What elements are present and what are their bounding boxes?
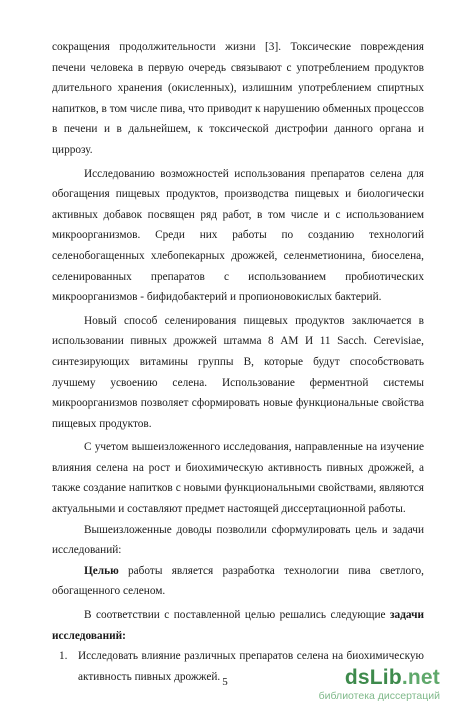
dslib-watermark (255, 666, 440, 702)
list-item-text: Исследовать влияние различных препаратов селена на биохимическую активность пивных дрожжей. (78, 650, 424, 683)
tasks-intro-text: В соответствии с поставленной целью решались следующие (84, 609, 391, 622)
paragraph-3: Новый способ селенирования пищевых продуктов заключается в использовании пивных дрожжей штамма 8 АМ И 11 Sacch. Cerevisiae, синтезирующих витамины группы В, которые будут способствовать лучшему усвоению селена. Использование ферментной системы микроорганизмов позволяет сформировать новые функциональные свойства пищевых продуктов. (52, 314, 424, 430)
goal-text: работы является разработка технологии пива светлого, обогащенного селеном. (52, 564, 424, 598)
paragraph-1: сокращения продолжительности жизни [3]. Токсические повреждения печени человека в первую очередь связывают с употреблением продуктов длительного хранения (окисленных), излишним употреблением спиртных напитков, в том числе пива, что приводит к нарушению обменных процессов в печени и в дальнейшем, к токсической дистрофии данного органа и циррозу. (52, 41, 424, 156)
paragraph-tasks-intro (52, 605, 424, 646)
page-number: 5 (222, 676, 228, 688)
body-text (52, 37, 424, 687)
watermark-subtitle: библиотека диссертаций (318, 690, 440, 702)
watermark-logo (345, 666, 440, 690)
paragraph-5: Вышеизложенные доводы позволили сформулировать цель и задачи исследований: (52, 523, 424, 557)
paragraph-goal (52, 561, 424, 602)
watermark-logo-tld: .net (401, 666, 440, 689)
watermark-logo-main: dsLib (344, 666, 402, 689)
tasks-label: задачи исследований: (52, 609, 424, 642)
goal-label: Целью (84, 564, 119, 577)
paragraph-4: С учетом вышеизложенного исследования, направленные на изучение влияния селена на рост и биохимическую активность пивных дрожжей, а также создание напитков с новыми функциональными свойствами, являются актуальными и составляют предмет настоящей диссертационной работы. (52, 441, 424, 516)
list-item-number: 1. (59, 650, 68, 663)
paragraph-2: Исследованию возможностей использования препаратов селена для обогащения пищевых продуктов, производства пищевых и биологически активных добавок посвящен ряд работ, в том числе и с использованием микроорганизмов. Среди них работы по созданию технологий селенобогащенных хлебопекарных дрожжей, селенметионина, биоселена, селенированных препаратов с использованием пробиотических микроорганизмов - бифидобактерий и пропионовокислых бактерий. (52, 167, 424, 304)
